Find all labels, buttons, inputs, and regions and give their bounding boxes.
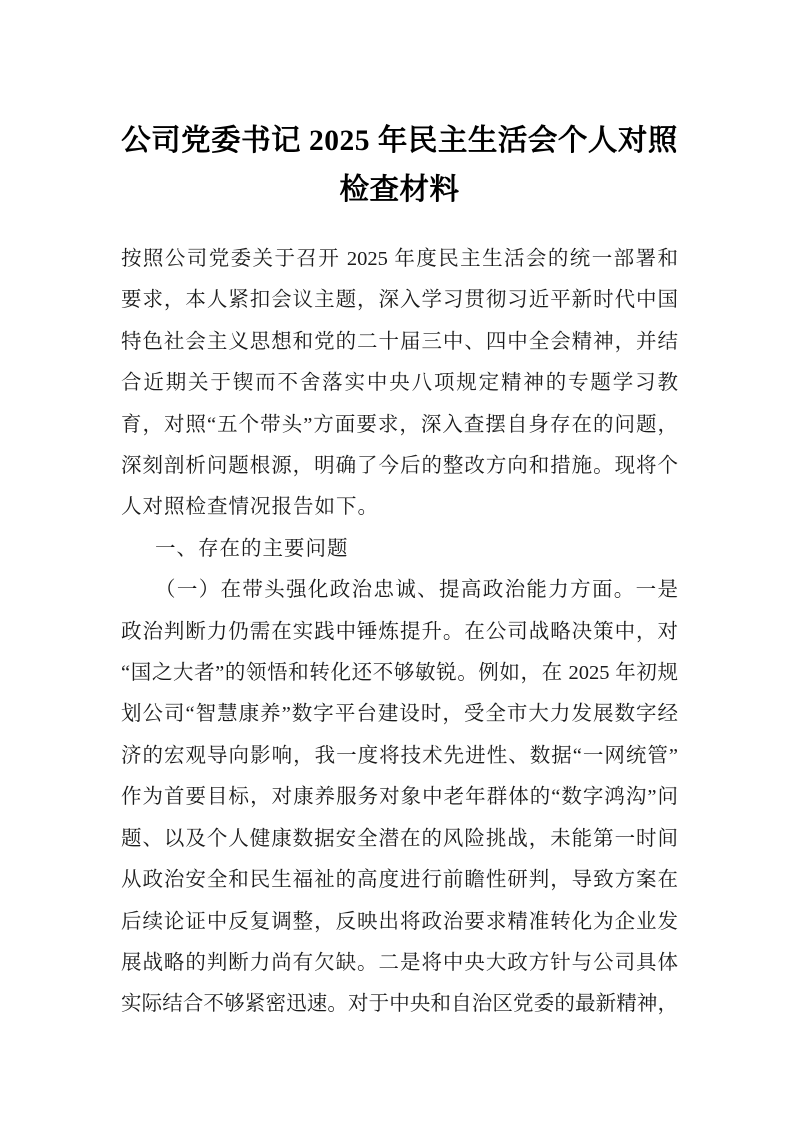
text-line: 政治判断力仍需在实践中锤炼提升。在公司战略决策中，对 xyxy=(121,620,678,643)
paragraph-intro xyxy=(121,239,678,529)
title-line-2: 检查材料 xyxy=(339,174,460,206)
text-line: 从政治安全和民生福祉的高度进行前瞻性研判，导致方案在 xyxy=(121,869,678,892)
document-title xyxy=(121,117,678,215)
text-line: （一）在带头强化政治忠诚、提高政治能力方面。一是 xyxy=(155,579,678,602)
text-line: 济的宏观导向影响，我一度将技术先进性、数据“一网统管” xyxy=(121,744,678,767)
section-heading xyxy=(121,529,678,570)
text-line: 按照公司党委关于召开 2025 年度民主生活会的统一部署和 xyxy=(121,248,678,270)
text-line: 合近期关于锲而不舍落实中央八项规定精神的专题学习教 xyxy=(121,372,678,395)
paragraph-section-1 xyxy=(121,570,678,1025)
document-body xyxy=(121,239,678,1026)
text-line: 题、以及个人健康数据安全潜在的风险挑战，未能第一时间 xyxy=(121,827,678,850)
text-line: 要求，本人紧扣会议主题，深入学习贯彻习近平新时代中国 xyxy=(121,289,678,312)
title-line-1: 公司党委书记 2025 年民主生活会个人对照 xyxy=(121,125,678,157)
text-line: 后续论证中反复调整，反映出将政治要求精准转化为企业发 xyxy=(121,910,678,933)
text-line: 特色社会主义思想和党的二十届三中、四中全会精神，并结 xyxy=(121,330,678,353)
text-line: 深刻剖析问题根源，明确了今后的整改方向和措施。现将个 xyxy=(121,455,678,478)
text-line: 育，对照“五个带头”方面要求，深入查摆自身存在的问题， xyxy=(121,413,678,436)
document-content xyxy=(121,117,678,1026)
text-line: 实际结合不够紧密迅速。对于中央和自治区党委的最新精神， xyxy=(121,993,678,1016)
text-line: 划公司“智慧康养”数字平台建设时，受全市大力发展数字经 xyxy=(121,703,678,726)
text-line: 作为首要目标，对康养服务对象中老年群体的“数字鸿沟”问 xyxy=(121,786,678,809)
text-line: 人对照检查情况报告如下。 xyxy=(121,496,379,519)
text-line: 展战略的判断力尚有欠缺。二是将中央大政方针与公司具体 xyxy=(121,951,678,974)
text-line: “国之大者”的领悟和转化还不够敏锐。例如，在 2025 年初规 xyxy=(121,662,678,685)
section-heading-text: 一、存在的主要问题 xyxy=(155,537,349,560)
